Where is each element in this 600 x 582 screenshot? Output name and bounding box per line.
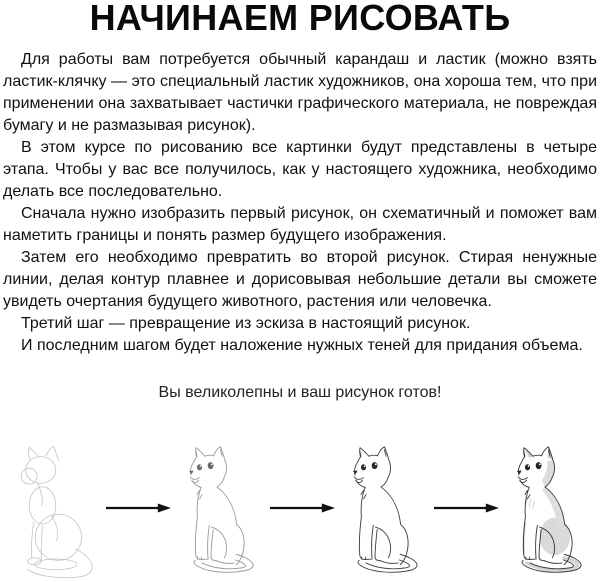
drawing-stages-row — [0, 446, 600, 579]
tagline: Вы великолепны и ваш рисунок готов! — [158, 384, 442, 401]
paragraph-2: В этом курсе по рисованию все картинки будут представлены в четыре этапа. Чтобы у вас все получилось, как у настоящего художника, необходимо делать все последовательно. — [3, 139, 597, 200]
paragraph-6: И последним шагом будет наложение нужных теней для придания объема. — [21, 337, 583, 354]
cat-schematic-sketch-icon — [5, 446, 103, 579]
cat-shaded-drawing-icon — [501, 446, 595, 574]
paragraph-1: Для работы вам потребуется обычный карандаш и ластик (можно взять ластик-клячку — это специальный ластик художников, она хороша тем, что при применении она захватывает частички графического материала, не повреждая бумагу и не размазывая рисунок). — [3, 51, 597, 134]
page-title: НАЧИНАЕМ РИСОВАТЬ — [89, 0, 511, 38]
cat-line-drawing-icon — [337, 446, 431, 574]
body-text — [0, 49, 600, 357]
cat-refined-sketch-icon — [173, 446, 267, 574]
paragraph-4: Затем его необходимо превратить во второй рисунок. Стирая ненужные линии, делая контур плавнее и дорисовывая небольшие детали вы сможете увидеть очертания будущего животного, растения или человечка. — [3, 249, 597, 310]
right-arrow-icon — [105, 502, 171, 514]
right-arrow-icon — [269, 502, 335, 514]
paragraph-3: Сначала нужно изобразить первый рисунок, он схематичный и поможет вам наметить границы и понять размер будущего изображения. — [3, 205, 597, 244]
paragraph-5: Третий шаг — превращение из эскиза в настоящий рисунок. — [21, 315, 471, 332]
right-arrow-icon — [433, 502, 499, 514]
